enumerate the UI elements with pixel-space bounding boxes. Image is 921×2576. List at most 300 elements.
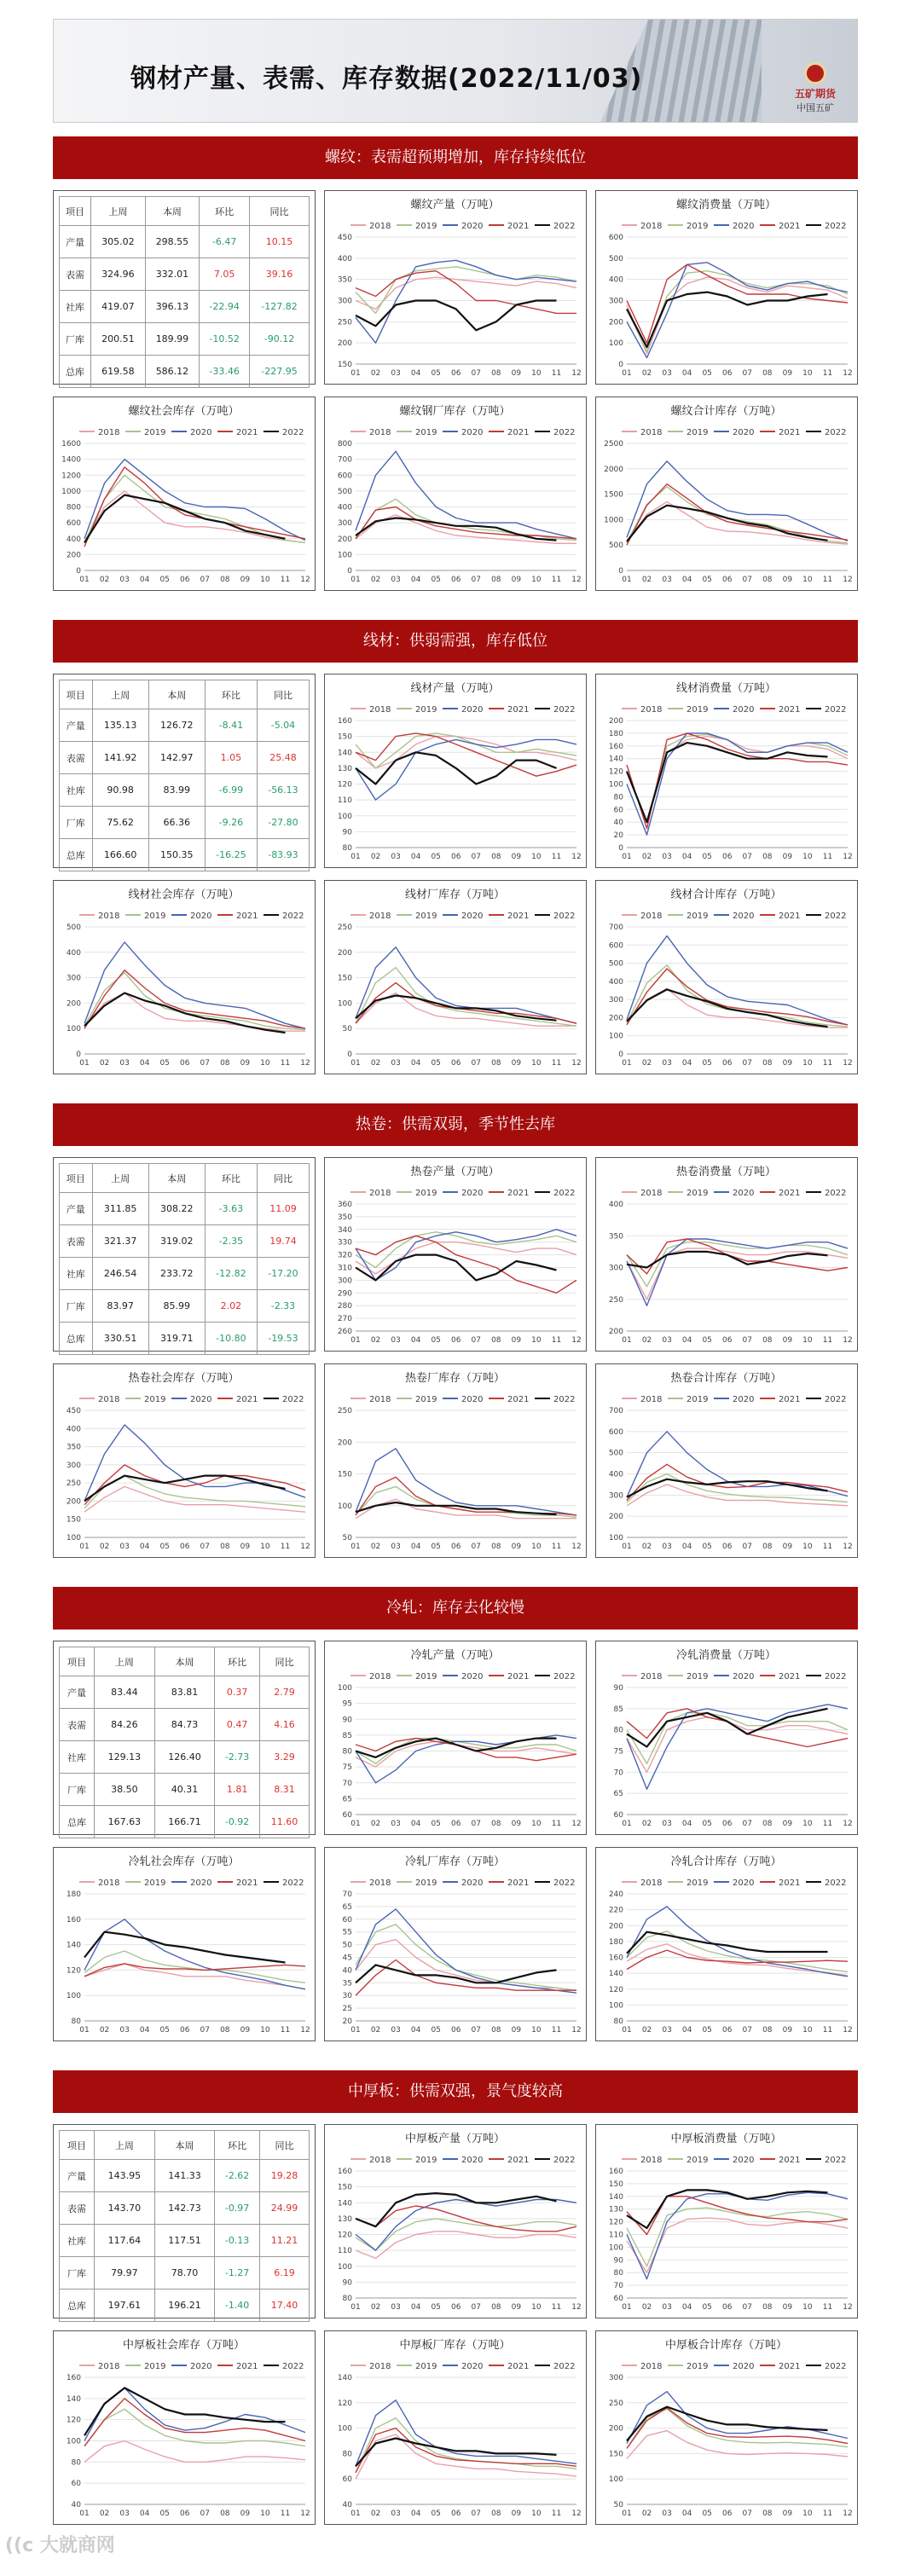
report-header — [53, 19, 858, 123]
y-tick-label: 90 — [342, 828, 352, 837]
table-cell: 143.70 — [95, 2192, 155, 2225]
grid — [609, 2374, 853, 2518]
table-cell: 84.26 — [95, 1709, 155, 1741]
chart-legend — [79, 2362, 304, 2371]
table-cell: 8.31 — [259, 1774, 309, 1806]
y-tick-label: 300 — [608, 1264, 623, 1273]
table-cell: -22.94 — [200, 291, 250, 323]
x-tick-label: 09 — [240, 2026, 251, 2035]
legend-label-2022: 2022 — [553, 1672, 576, 1682]
chart-title: 中厚板产量（万吨） — [404, 2133, 506, 2145]
y-tick-label: 100 — [337, 999, 352, 1009]
y-tick-label: 200 — [608, 318, 623, 327]
y-tick-label: 200 — [66, 551, 81, 560]
table-cell: 167.63 — [95, 1806, 155, 1838]
summary-table — [59, 680, 310, 871]
x-tick-label: 06 — [722, 576, 733, 584]
table-cell: -33.46 — [200, 356, 250, 388]
grid — [609, 2168, 853, 2312]
grid — [614, 1684, 853, 1828]
chart-panel — [53, 880, 316, 1074]
legend-label-2021: 2021 — [507, 912, 530, 921]
x-tick-label: 02 — [641, 369, 652, 378]
x-tick-label: 04 — [139, 1543, 150, 1551]
table-cell: 表需 — [60, 258, 91, 291]
y-tick-label: 25 — [342, 2005, 352, 2014]
x-tick-label: 01 — [350, 2509, 361, 2518]
chart-panel — [324, 1363, 587, 1558]
x-tick-label: 11 — [551, 2303, 562, 2312]
x-tick-label: 10 — [802, 2303, 813, 2312]
x-tick-label: 05 — [431, 1059, 441, 1068]
legend-label-2021: 2021 — [779, 912, 801, 921]
table-row — [60, 2257, 310, 2289]
line-chart — [54, 881, 314, 1073]
table-cell: 25.48 — [257, 742, 309, 774]
legend-label-2022: 2022 — [282, 2362, 304, 2371]
x-tick-label: 03 — [119, 2509, 130, 2518]
x-tick-label: 10 — [260, 2509, 270, 2518]
x-tick-label: 01 — [350, 1820, 361, 1828]
y-tick-label: 100 — [337, 1502, 352, 1511]
watermark: ((c 大就商网 — [5, 2535, 115, 2556]
y-tick-label: 300 — [66, 1461, 81, 1470]
series-line-2018 — [627, 2218, 848, 2272]
table-cell: 90.98 — [92, 774, 148, 807]
chart-legend — [350, 1878, 575, 1888]
x-tick-label: 05 — [431, 2509, 441, 2518]
x-tick-label: 01 — [350, 1059, 361, 1068]
legend-label-2020: 2020 — [733, 1878, 755, 1888]
y-tick-label: 500 — [337, 487, 352, 496]
line-chart — [596, 191, 856, 383]
chart-panel — [324, 880, 587, 1074]
table-cell: 厂库 — [60, 1290, 93, 1323]
table-cell: 246.54 — [92, 1258, 148, 1290]
x-tick-label: 10 — [531, 1543, 542, 1551]
legend-label-2018: 2018 — [98, 1878, 120, 1888]
y-tick-label: 1000 — [61, 487, 81, 496]
series-line-2019 — [627, 2208, 848, 2266]
table-cell: -12.82 — [205, 1258, 257, 1290]
chart-panel — [595, 2124, 858, 2318]
x-tick-label: 12 — [843, 1820, 853, 1828]
table-cell: 0.47 — [215, 1709, 260, 1741]
column-header: 同比 — [259, 2131, 309, 2160]
column-header: 环比 — [215, 1647, 260, 1676]
line-chart — [54, 397, 314, 589]
chart-panel — [595, 1641, 858, 1835]
x-tick-label: 10 — [531, 1820, 542, 1828]
legend-label-2019: 2019 — [144, 1878, 166, 1888]
series-line-2019 — [356, 2418, 576, 2473]
x-tick-label: 01 — [622, 2303, 632, 2312]
table-cell: -1.40 — [215, 2289, 260, 2322]
y-tick-label: 60 — [613, 2295, 623, 2303]
x-tick-label: 04 — [139, 2509, 150, 2518]
legend-label-2021: 2021 — [507, 1395, 530, 1404]
x-tick-label: 06 — [451, 1336, 461, 1345]
x-tick-label: 09 — [511, 1059, 522, 1068]
x-tick-label: 02 — [370, 2026, 381, 2035]
x-tick-label: 11 — [551, 1059, 562, 1068]
y-tick-label: 600 — [608, 1427, 623, 1437]
y-tick-label: 500 — [66, 923, 81, 932]
table-row — [60, 1323, 310, 1355]
x-tick-label: 06 — [451, 1059, 461, 1068]
table-cell: 117.51 — [154, 2225, 215, 2257]
legend-label-2019: 2019 — [415, 2362, 437, 2371]
legend-label-2021: 2021 — [507, 428, 530, 437]
y-tick-label: 120 — [608, 767, 623, 777]
table-row — [60, 1225, 310, 1258]
legend-label-2022: 2022 — [825, 1189, 847, 1198]
grid — [604, 440, 853, 584]
table-cell: 319.71 — [148, 1323, 205, 1355]
legend-label-2019: 2019 — [686, 222, 709, 231]
chart-title: 中厚板厂库存（万吨） — [399, 2339, 511, 2352]
y-tick-label: 85 — [342, 1731, 352, 1740]
table-cell: 85.99 — [148, 1290, 205, 1323]
y-tick-label: 80 — [71, 2017, 81, 2026]
legend-label-2019: 2019 — [144, 2362, 166, 2371]
table-cell: 135.13 — [92, 709, 148, 742]
y-tick-label: 100 — [66, 1992, 81, 2001]
y-tick-label: 140 — [66, 1941, 81, 1950]
y-tick-label: 150 — [337, 2183, 352, 2192]
y-tick-label: 600 — [337, 472, 352, 481]
x-tick-label: 12 — [571, 2509, 582, 2518]
table-cell: 330.51 — [92, 1323, 148, 1355]
table-row — [60, 807, 310, 839]
legend-label-2021: 2021 — [507, 1189, 530, 1198]
legend-label-2018: 2018 — [98, 912, 120, 921]
legend-label-2022: 2022 — [825, 428, 847, 437]
table-row — [60, 1258, 310, 1290]
x-tick-label: 05 — [702, 2026, 712, 2035]
x-tick-label: 09 — [240, 1059, 251, 1068]
table-cell: 产量 — [60, 1193, 93, 1225]
x-tick-label: 07 — [742, 576, 752, 584]
series-line-2020 — [627, 2192, 848, 2278]
x-tick-label: 07 — [471, 2026, 481, 2035]
column-header: 项目 — [60, 1647, 95, 1676]
x-tick-label: 12 — [300, 1543, 310, 1551]
y-tick-label: 350 — [337, 275, 352, 285]
x-tick-label: 04 — [681, 1543, 692, 1551]
column-header: 项目 — [60, 197, 91, 226]
x-tick-label: 12 — [571, 1059, 582, 1068]
legend-label-2019: 2019 — [686, 1878, 709, 1888]
y-tick-label: 120 — [66, 1966, 81, 1976]
chart-panel — [324, 2124, 587, 2318]
line-chart — [325, 397, 585, 589]
chart-panel — [324, 1847, 587, 2041]
table-cell: 311.85 — [92, 1193, 148, 1225]
line-chart — [596, 1641, 856, 1833]
x-tick-label: 07 — [471, 1543, 481, 1551]
table-cell: -10.52 — [200, 323, 250, 356]
legend-label-2019: 2019 — [686, 1395, 709, 1404]
x-tick-label: 05 — [159, 576, 170, 584]
column-header: 环比 — [215, 2131, 260, 2160]
x-tick-label: 11 — [551, 853, 562, 861]
table-row — [60, 742, 310, 774]
x-tick-label: 11 — [551, 2509, 562, 2518]
column-header: 项目 — [60, 680, 93, 709]
table-cell: 2.02 — [205, 1290, 257, 1323]
y-tick-label: 100 — [337, 2262, 352, 2272]
x-tick-label: 08 — [491, 853, 501, 861]
x-tick-label: 10 — [260, 1059, 270, 1068]
legend-label-2019: 2019 — [415, 1878, 437, 1888]
x-tick-label: 02 — [99, 1059, 110, 1068]
y-tick-label: 140 — [608, 2192, 623, 2202]
x-tick-label: 11 — [822, 1820, 833, 1828]
y-tick-label: 160 — [608, 1954, 623, 1963]
x-tick-label: 03 — [391, 2303, 401, 2312]
table-cell: 1.81 — [215, 1774, 260, 1806]
legend-label-2021: 2021 — [779, 2156, 801, 2165]
legend-label-2020: 2020 — [461, 222, 484, 231]
chart-title: 螺纹合计库存（万吨） — [670, 405, 782, 418]
y-tick-label: 260 — [337, 1328, 352, 1336]
chart-panel — [324, 397, 587, 591]
chart-panel — [324, 190, 587, 385]
summary-table-panel — [53, 1641, 316, 1835]
chart-panel — [595, 1847, 858, 2041]
chart-panel — [595, 1363, 858, 1558]
y-tick-label: 1500 — [604, 490, 623, 500]
series-line-2022 — [356, 301, 557, 331]
table-cell: 78.70 — [154, 2257, 215, 2289]
x-tick-label: 11 — [280, 1059, 291, 1068]
x-tick-label: 07 — [471, 1336, 481, 1345]
series-line-2020 — [627, 1705, 848, 1789]
y-tick-label: 340 — [337, 1225, 352, 1235]
y-tick-label: 800 — [66, 503, 81, 512]
column-header: 本周 — [154, 1647, 215, 1676]
legend-label-2019: 2019 — [686, 2362, 709, 2371]
table-cell: 83.81 — [154, 1676, 215, 1709]
x-tick-label: 05 — [702, 2509, 712, 2518]
x-tick-label: 06 — [451, 369, 461, 378]
x-tick-label: 11 — [822, 2026, 833, 2035]
y-tick-label: 80 — [342, 2295, 352, 2303]
legend-label-2020: 2020 — [190, 2362, 212, 2371]
y-tick-label: 200 — [337, 1439, 352, 1448]
y-tick-label: 100 — [608, 1534, 623, 1543]
y-tick-label: 90 — [613, 1684, 623, 1693]
legend-label-2021: 2021 — [507, 222, 530, 231]
table-cell: -83.93 — [257, 839, 309, 871]
series-line-2018 — [356, 277, 576, 309]
y-tick-label: 350 — [66, 1443, 81, 1452]
x-tick-label: 02 — [370, 1059, 381, 1068]
series-line-2018 — [84, 1486, 305, 1512]
table-cell: 厂库 — [60, 1774, 95, 1806]
y-tick-label: 100 — [66, 1025, 81, 1034]
logo-emblem-icon — [804, 62, 826, 84]
y-tick-label: 400 — [66, 1425, 81, 1434]
y-tick-label: 160 — [608, 2168, 623, 2176]
x-tick-label: 07 — [200, 2026, 210, 2035]
series-line-2020 — [627, 936, 848, 1025]
x-tick-label: 01 — [622, 1820, 632, 1828]
table-cell: -19.53 — [257, 1323, 309, 1355]
grid — [67, 923, 310, 1068]
legend-label-2022: 2022 — [553, 1395, 576, 1404]
x-tick-label: 10 — [802, 1543, 813, 1551]
line-chart — [325, 674, 585, 866]
legend-label-2020: 2020 — [733, 705, 755, 715]
legend-label-2018: 2018 — [369, 1672, 391, 1682]
chart-title: 冷轧合计库存（万吨） — [670, 1855, 782, 1868]
y-tick-label: 80 — [342, 1747, 352, 1757]
x-tick-label: 03 — [662, 1336, 672, 1345]
y-tick-label: 0 — [618, 361, 623, 369]
chart-panel — [324, 2330, 587, 2525]
line-chart — [596, 1158, 856, 1350]
y-tick-label: 110 — [608, 2231, 623, 2240]
legend-label-2020: 2020 — [733, 222, 755, 231]
legend-label-2021: 2021 — [507, 1672, 530, 1682]
x-tick-label: 01 — [350, 1336, 361, 1345]
x-tick-label: 03 — [119, 2026, 130, 2035]
line-chart — [596, 2331, 856, 2523]
y-tick-label: 1000 — [604, 516, 623, 525]
legend-label-2020: 2020 — [190, 428, 212, 437]
x-tick-label: 05 — [431, 2026, 441, 2035]
legend-label-2020: 2020 — [733, 1189, 755, 1198]
series-line-2020 — [356, 260, 576, 343]
table-cell: 社库 — [60, 1258, 93, 1290]
x-tick-label: 08 — [762, 1059, 773, 1068]
x-tick-label: 01 — [622, 369, 632, 378]
y-tick-label: 110 — [337, 796, 352, 806]
y-tick-label: 800 — [337, 440, 352, 449]
y-tick-label: 450 — [66, 1407, 81, 1415]
x-tick-label: 07 — [742, 2509, 752, 2518]
legend-label-2019: 2019 — [144, 912, 166, 921]
x-tick-label: 10 — [531, 1059, 542, 1068]
chart-panel — [324, 1157, 587, 1352]
x-tick-label: 05 — [702, 369, 712, 378]
legend-label-2020: 2020 — [733, 1672, 755, 1682]
x-tick-label: 06 — [722, 2509, 733, 2518]
chart-legend — [79, 1878, 304, 1888]
x-tick-label: 07 — [200, 1059, 210, 1068]
table-cell: 75.62 — [92, 807, 148, 839]
legend-label-2021: 2021 — [779, 1878, 801, 1888]
table-cell: 189.99 — [145, 323, 200, 356]
y-tick-label: 50 — [342, 1941, 352, 1950]
y-tick-label: 400 — [337, 254, 352, 263]
x-tick-label: 09 — [511, 576, 522, 584]
x-tick-label: 08 — [762, 2026, 773, 2035]
x-tick-label: 02 — [99, 2026, 110, 2035]
series-line-2021 — [84, 970, 305, 1029]
table-cell: 表需 — [60, 1709, 95, 1741]
x-tick-label: 07 — [742, 1543, 752, 1551]
legend-label-2021: 2021 — [236, 2362, 258, 2371]
legend-label-2018: 2018 — [369, 2156, 391, 2165]
x-tick-label: 04 — [681, 576, 692, 584]
x-tick-label: 07 — [471, 1059, 481, 1068]
x-tick-label: 09 — [782, 853, 793, 861]
y-tick-label: 0 — [76, 1051, 81, 1059]
series-line-2018 — [356, 2434, 576, 2479]
y-tick-label: 2000 — [604, 465, 623, 474]
y-tick-label: 65 — [342, 1795, 352, 1804]
y-tick-label: 60 — [613, 1811, 623, 1820]
table-cell: 143.95 — [95, 2160, 155, 2192]
legend-label-2019: 2019 — [415, 428, 437, 437]
summary-table-panel — [53, 1157, 316, 1352]
x-tick-label: 08 — [491, 1059, 501, 1068]
table-cell: 66.36 — [148, 807, 205, 839]
legend-label-2022: 2022 — [825, 1672, 847, 1682]
table-cell: -17.20 — [257, 1258, 309, 1290]
series-line-2022 — [356, 2439, 557, 2467]
table-cell: 厂库 — [60, 807, 93, 839]
x-tick-label: 08 — [491, 2303, 501, 2312]
summary-table — [59, 1647, 310, 1838]
y-tick-label: 400 — [337, 503, 352, 512]
table-cell: 社库 — [60, 774, 93, 807]
x-tick-label: 06 — [722, 2026, 733, 2035]
x-tick-label: 11 — [280, 1543, 291, 1551]
x-tick-label: 08 — [491, 1543, 501, 1551]
chart-panel — [53, 1847, 316, 2041]
y-tick-label: 1400 — [61, 455, 81, 465]
chart-title: 螺纹产量（万吨） — [410, 199, 500, 211]
legend-label-2021: 2021 — [236, 428, 258, 437]
x-tick-label: 05 — [159, 2509, 170, 2518]
x-tick-label: 08 — [762, 853, 773, 861]
table-cell: 129.13 — [95, 1741, 155, 1774]
legend-label-2018: 2018 — [98, 428, 120, 437]
series-line-2021 — [627, 264, 848, 343]
x-tick-label: 03 — [391, 2026, 401, 2035]
table-cell: 396.13 — [145, 291, 200, 323]
line-chart — [596, 674, 856, 866]
y-tick-label: 20 — [342, 2017, 352, 2026]
x-tick-label: 07 — [200, 576, 210, 584]
x-tick-label: 10 — [531, 369, 542, 378]
table-cell: 40.31 — [154, 1774, 215, 1806]
grid — [338, 2168, 582, 2312]
y-tick-label: 200 — [66, 999, 81, 1009]
legend-label-2020: 2020 — [461, 705, 484, 715]
x-tick-label: 11 — [822, 576, 833, 584]
table-cell: 社库 — [60, 1741, 95, 1774]
table-cell: 产量 — [60, 2160, 95, 2192]
y-tick-label: 180 — [608, 729, 623, 738]
x-tick-label: 09 — [511, 1820, 522, 1828]
x-tick-label: 12 — [843, 369, 853, 378]
legend-label-2019: 2019 — [415, 705, 437, 715]
grid — [609, 717, 853, 861]
line-chart — [325, 1848, 585, 2040]
legend-label-2020: 2020 — [190, 1395, 212, 1404]
page-title: 钢材产量、表需、库存数据(2022/11/03) — [130, 64, 643, 94]
column-header: 同比 — [249, 197, 309, 226]
legend-label-2022: 2022 — [825, 912, 847, 921]
chart-panel — [595, 2330, 858, 2525]
grid — [338, 923, 582, 1068]
y-tick-label: 0 — [347, 567, 352, 576]
